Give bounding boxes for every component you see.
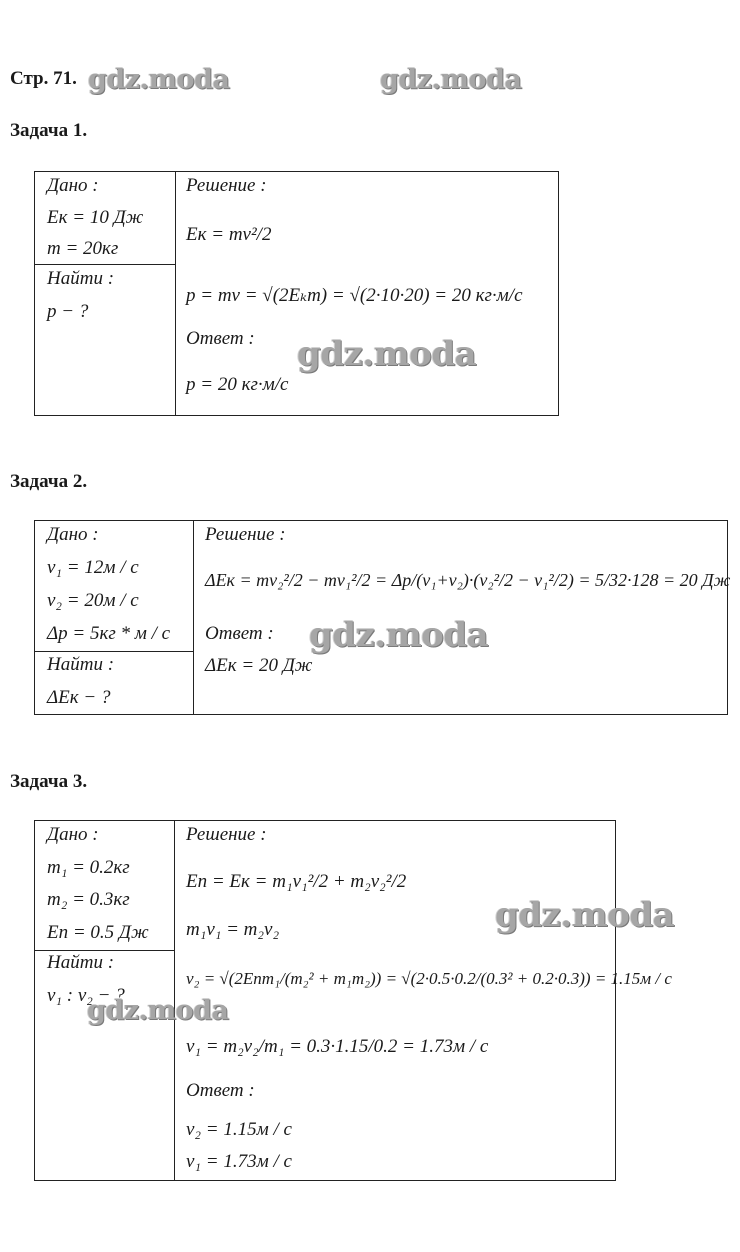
- solution-line: Eп = Eк = m₁v₁²/2 + m₂v₂²/2: [186, 871, 407, 892]
- column-divider: [35, 950, 174, 951]
- column-divider: [35, 651, 193, 652]
- find-item: ΔEк − ?: [47, 687, 111, 708]
- watermark: gdz.moda: [87, 995, 229, 1026]
- find-header: Найти :: [47, 268, 115, 289]
- solution-line: v₂ = √(2Eпm₁/(m₂² + m₁m₂)) = √(2·0.5·0.2/(0.3² + 0.2·0.3)) = 1.15м / с: [186, 969, 672, 988]
- given-header: Дано :: [47, 175, 99, 196]
- find-item: v₁ : v₂ − ?: [47, 985, 125, 1006]
- given-item: Δp = 5кг * м / с: [47, 623, 171, 644]
- task-3-table: [34, 820, 675, 1181]
- given-item: m₂ = 0.3кг: [47, 889, 130, 910]
- given-header: Дано :: [47, 824, 99, 845]
- task-title: Задача 2.: [10, 471, 88, 492]
- watermark: gdz.moda: [297, 334, 477, 374]
- given-item: Eп = 0.5 Дж: [47, 922, 149, 943]
- answer-line: ΔEк = 20 Дж: [205, 655, 313, 676]
- given-header: Дано :: [47, 524, 99, 545]
- given-item: Eк = 10 Дж: [47, 207, 144, 228]
- given-item: m₁ = 0.2кг: [47, 857, 130, 878]
- find-item: p − ?: [47, 301, 89, 322]
- column-divider: [35, 264, 175, 265]
- task-title: Задача 3.: [10, 771, 88, 792]
- answer-line: v₂ = 1.15м / с: [186, 1119, 292, 1140]
- given-item: v₂ = 20м / с: [47, 590, 139, 611]
- solution-header: Решение :: [186, 824, 267, 845]
- solution-header: Решение :: [205, 524, 286, 545]
- solution-header: Решение :: [186, 175, 267, 196]
- watermark: gdz.moda: [88, 64, 230, 95]
- solution-line: m₁v₁ = m₂v₂: [186, 919, 280, 940]
- watermark: gdz.moda: [309, 615, 489, 655]
- find-header: Найти :: [47, 952, 115, 973]
- solution-line: p = mv = √(2Eₖm) = √(2·10·20) = 20 кг·м/с: [186, 285, 523, 306]
- task-1-table: [34, 171, 559, 416]
- answer-header: Ответ :: [205, 623, 274, 644]
- solution-line: ΔEк = mv₂²/2 − mv₁²/2 = Δp/(v₁+v₂)·(v₂²/2 − v₁²/2) = 5/32·128 = 20 Дж: [205, 570, 731, 590]
- solution-line: v₁ = m₂v₂/m₁ = 0.3·1.15/0.2 = 1.73м / с: [186, 1036, 489, 1057]
- page-label: Стр. 71.: [10, 68, 77, 89]
- task-2-table: [34, 520, 731, 715]
- given-column: [35, 521, 194, 714]
- answer-line: v₁ = 1.73м / с: [186, 1151, 292, 1172]
- answer-header: Ответ :: [186, 1080, 255, 1101]
- given-item: m = 20кг: [47, 238, 119, 259]
- watermark: gdz.moda: [380, 64, 522, 95]
- answer-header: Ответ :: [186, 328, 255, 349]
- task-title: Задача 1.: [10, 120, 88, 141]
- find-header: Найти :: [47, 654, 115, 675]
- given-item: v₁ = 12м / с: [47, 557, 139, 578]
- watermark: gdz.moda: [495, 895, 675, 935]
- solution-line: Eк = mv²/2: [186, 224, 272, 245]
- answer-line: p = 20 кг·м/с: [186, 374, 289, 395]
